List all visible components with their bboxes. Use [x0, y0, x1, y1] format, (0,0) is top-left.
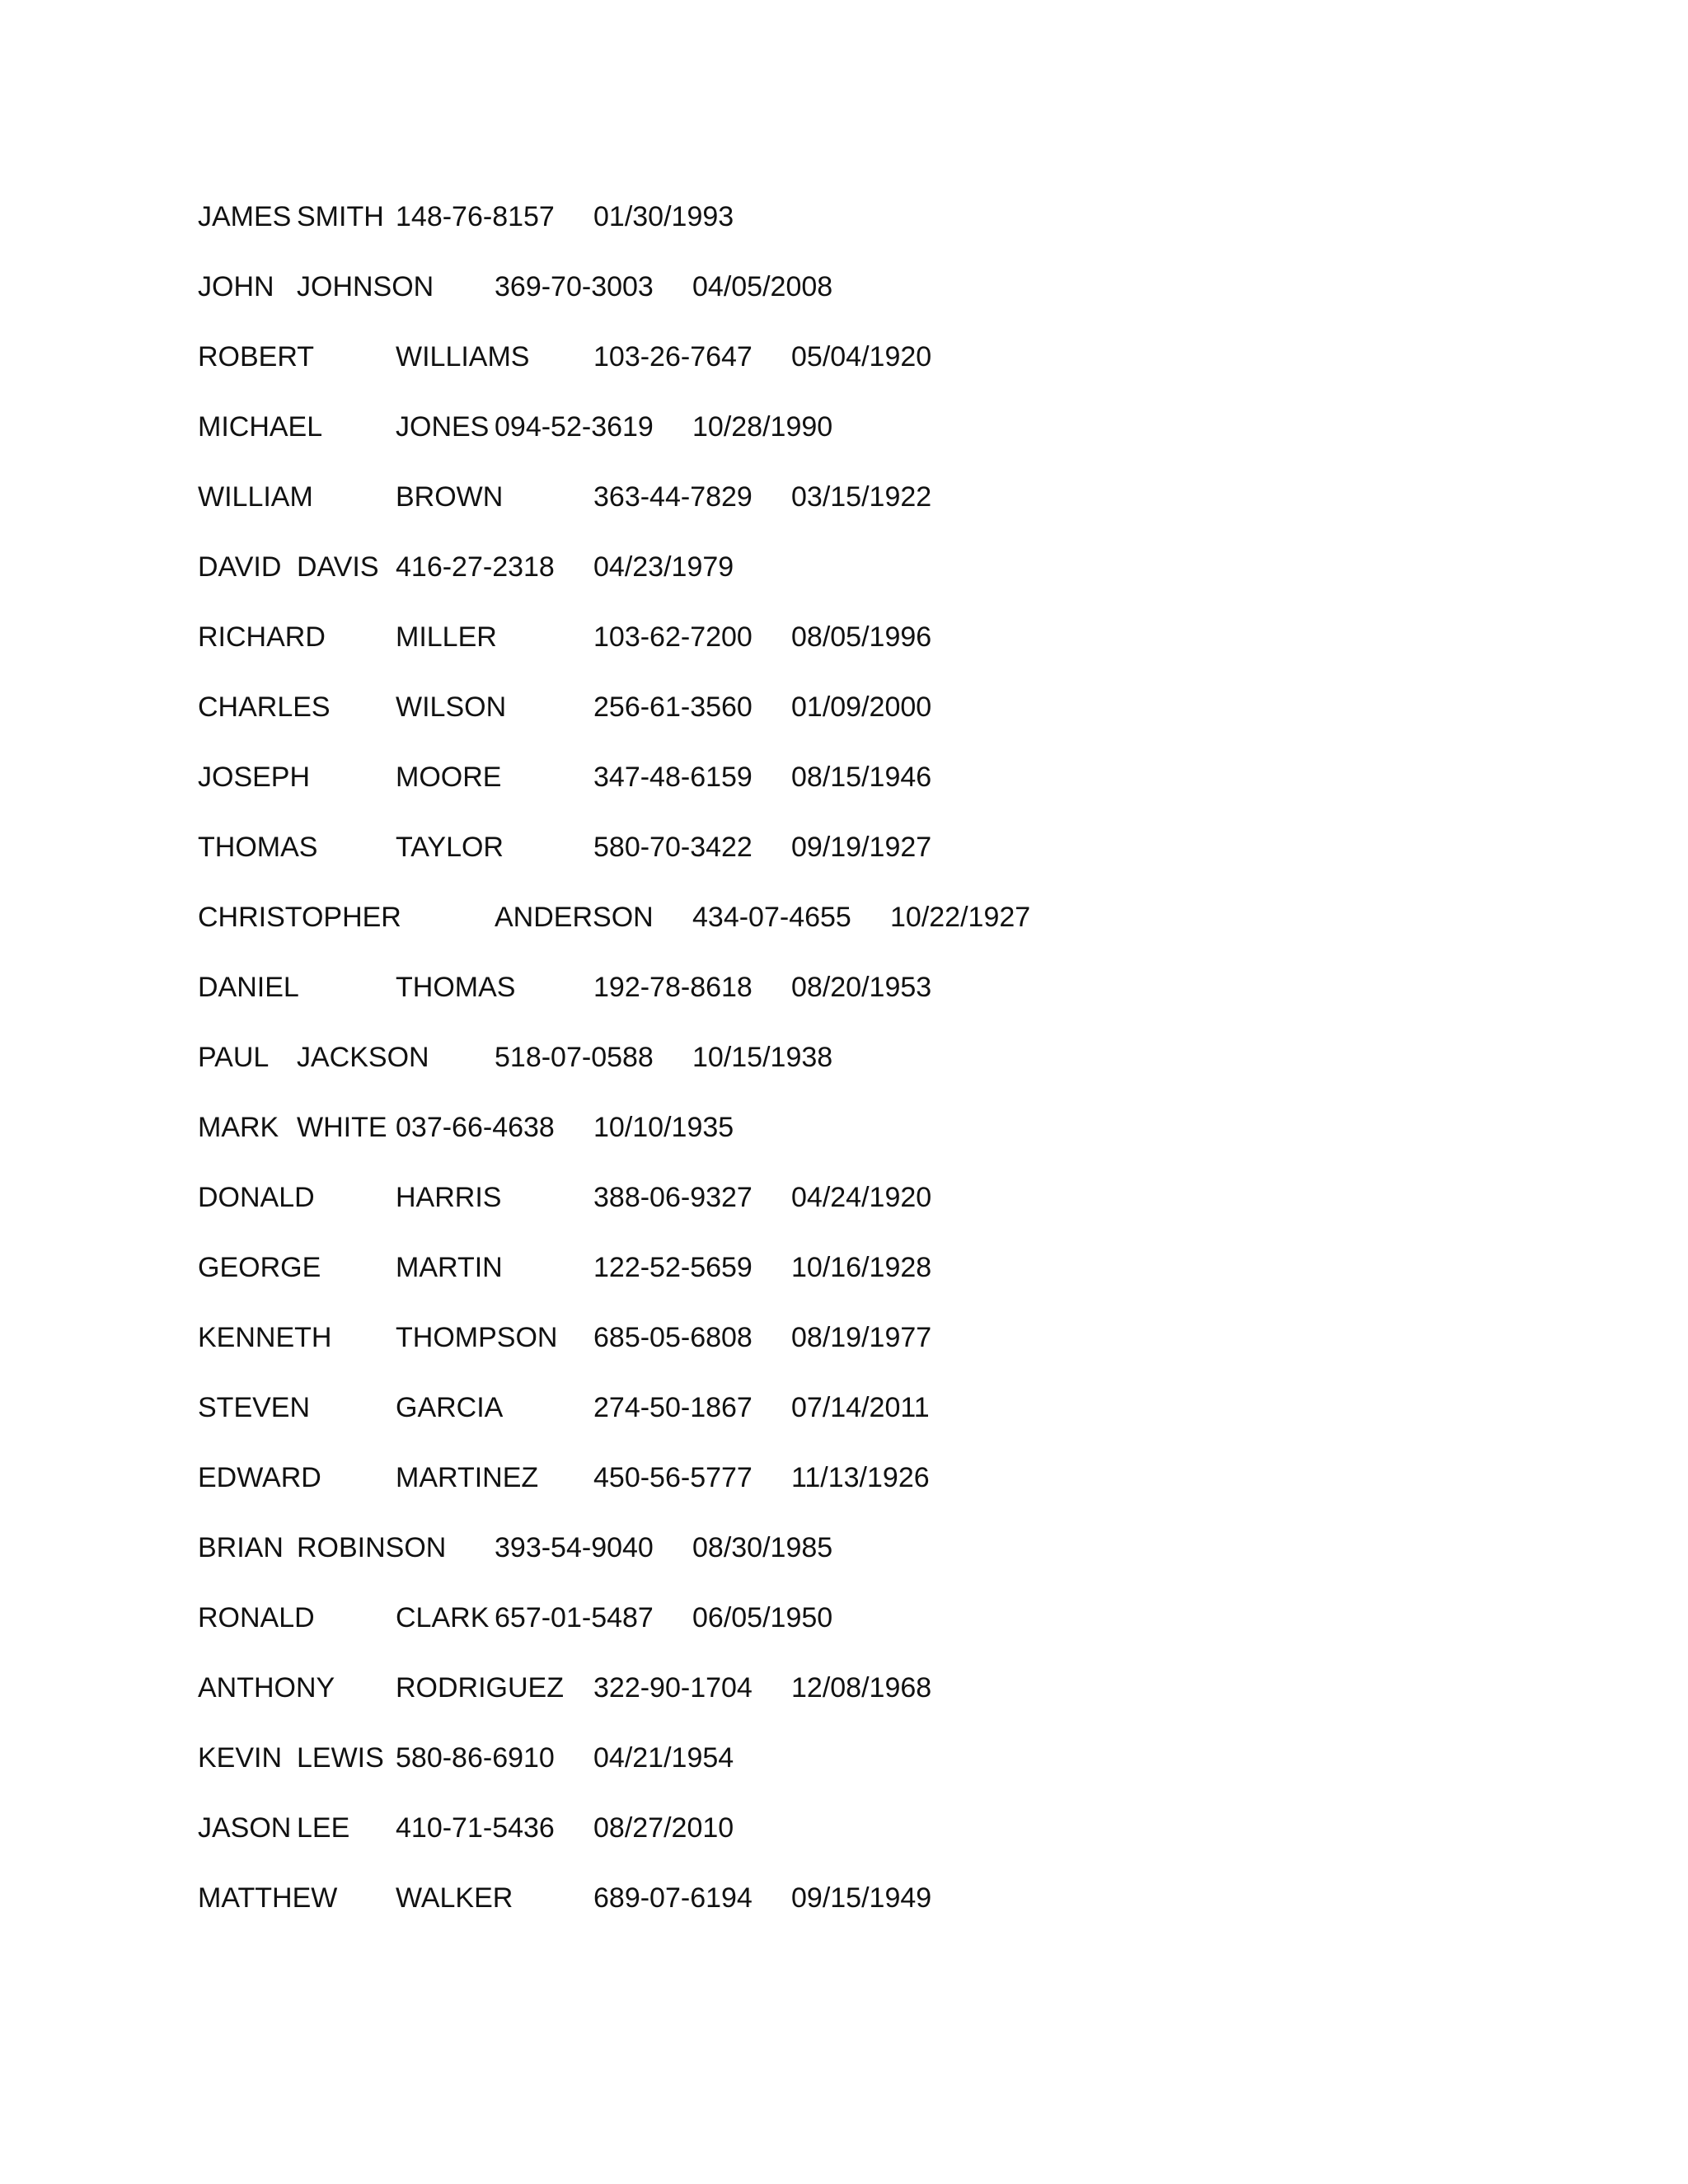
ssn: 103-26-7647 — [593, 341, 753, 373]
record-row — [198, 480, 1352, 551]
birth-date: 10/22/1927 — [890, 902, 1031, 933]
first-name: JOSEPH — [198, 762, 311, 793]
ssn: 094-52-3619 — [495, 411, 654, 443]
first-name: ROBERT — [198, 341, 315, 373]
last-name: WILLIAMS — [396, 341, 530, 373]
last-name: MARTIN — [396, 1252, 503, 1283]
ssn: 657-01-5487 — [495, 1602, 654, 1633]
ssn: 410-71-5436 — [396, 1812, 555, 1844]
birth-date: 10/10/1935 — [593, 1112, 734, 1143]
last-name: MARTINEZ — [396, 1462, 539, 1493]
ssn: 347-48-6159 — [593, 762, 753, 793]
first-name: CHRISTOPHER — [198, 902, 401, 933]
record-row — [198, 1391, 1352, 1461]
first-name: BRIAN — [198, 1532, 284, 1563]
record-row — [198, 1811, 1352, 1882]
ssn: 388-06-9327 — [593, 1182, 753, 1213]
ssn: 689-07-6194 — [593, 1882, 753, 1914]
birth-date: 10/28/1990 — [692, 411, 833, 443]
last-name: MILLER — [396, 621, 497, 653]
ssn: 518-07-0588 — [495, 1042, 654, 1073]
birth-date: 07/14/2011 — [791, 1392, 930, 1423]
last-name: DAVIS — [297, 551, 379, 583]
record-row — [198, 1041, 1352, 1111]
first-name: KENNETH — [198, 1322, 332, 1353]
ssn: 369-70-3003 — [495, 271, 654, 302]
record-row — [198, 200, 1352, 270]
ssn: 192-78-8618 — [593, 972, 753, 1003]
birth-date: 08/27/2010 — [593, 1812, 734, 1844]
first-name: KEVIN — [198, 1742, 283, 1774]
first-name: CHARLES — [198, 691, 331, 723]
birth-date: 04/23/1979 — [593, 551, 734, 583]
first-name: JOHN — [198, 271, 274, 302]
first-name: DANIEL — [198, 972, 299, 1003]
birth-date: 04/05/2008 — [692, 271, 833, 302]
ssn: 580-86-6910 — [396, 1742, 555, 1774]
record-row — [198, 1111, 1352, 1181]
birth-date: 06/05/1950 — [692, 1602, 833, 1633]
birth-date: 09/15/1949 — [791, 1882, 932, 1914]
record-row — [198, 971, 1352, 1041]
first-name: MATTHEW — [198, 1882, 338, 1914]
birth-date: 12/08/1968 — [791, 1672, 932, 1704]
birth-date: 11/13/1926 — [791, 1462, 930, 1493]
record-row — [198, 410, 1352, 480]
last-name: CLARK — [396, 1602, 490, 1633]
record-row — [198, 901, 1352, 971]
ssn: 450-56-5777 — [593, 1462, 753, 1493]
birth-date: 08/05/1996 — [791, 621, 932, 653]
last-name: LEE — [297, 1812, 350, 1844]
ssn: 256-61-3560 — [593, 691, 753, 723]
first-name: PAUL — [198, 1042, 270, 1073]
ssn: 148-76-8157 — [396, 201, 555, 232]
first-name: GEORGE — [198, 1252, 321, 1283]
last-name: JACKSON — [297, 1042, 429, 1073]
last-name: MOORE — [396, 762, 502, 793]
last-name: WILSON — [396, 691, 507, 723]
ssn: 393-54-9040 — [495, 1532, 654, 1563]
record-row — [198, 691, 1352, 761]
last-name: THOMPSON — [396, 1322, 558, 1353]
record-row — [198, 1321, 1352, 1391]
ssn: 434-07-4655 — [692, 902, 851, 933]
first-name: THOMAS — [198, 832, 318, 863]
record-row — [198, 270, 1352, 340]
birth-date: 04/21/1954 — [593, 1742, 734, 1774]
last-name: LEWIS — [297, 1742, 384, 1774]
birth-date: 01/30/1993 — [593, 201, 734, 232]
record-row — [198, 340, 1352, 410]
birth-date: 08/30/1985 — [692, 1532, 833, 1563]
record-row — [198, 1741, 1352, 1811]
birth-date: 10/16/1928 — [791, 1252, 932, 1283]
record-row — [198, 1882, 1352, 1952]
last-name: ANDERSON — [495, 902, 654, 933]
last-name: TAYLOR — [396, 832, 504, 863]
first-name: STEVEN — [198, 1392, 311, 1423]
birth-date: 10/15/1938 — [692, 1042, 833, 1073]
ssn: 580-70-3422 — [593, 832, 753, 863]
last-name: GARCIA — [396, 1392, 504, 1423]
first-name: JAMES — [198, 201, 292, 232]
ssn: 363-44-7829 — [593, 481, 753, 513]
birth-date: 05/04/1920 — [791, 341, 932, 373]
last-name: HARRIS — [396, 1182, 502, 1213]
ssn: 685-05-6808 — [593, 1322, 753, 1353]
record-row — [198, 1251, 1352, 1321]
birth-date: 09/19/1927 — [791, 832, 932, 863]
ssn: 274-50-1867 — [593, 1392, 753, 1423]
birth-date: 08/19/1977 — [791, 1322, 932, 1353]
birth-date: 08/20/1953 — [791, 972, 932, 1003]
last-name: RODRIGUEZ — [396, 1672, 564, 1704]
first-name: JASON — [198, 1812, 292, 1844]
last-name: ROBINSON — [297, 1532, 447, 1563]
first-name: WILLIAM — [198, 481, 313, 513]
record-row — [198, 831, 1352, 901]
first-name: RICHARD — [198, 621, 326, 653]
first-name: DAVID — [198, 551, 282, 583]
ssn: 122-52-5659 — [593, 1252, 753, 1283]
last-name: WALKER — [396, 1882, 513, 1914]
record-row — [198, 761, 1352, 831]
record-row — [198, 1531, 1352, 1601]
ssn: 037-66-4638 — [396, 1112, 555, 1143]
record-row — [198, 551, 1352, 621]
last-name: WHITE — [297, 1112, 387, 1143]
record-row — [198, 1181, 1352, 1251]
last-name: JONES — [396, 411, 490, 443]
ssn: 322-90-1704 — [593, 1672, 753, 1704]
birth-date: 03/15/1922 — [791, 481, 932, 513]
record-row — [198, 1461, 1352, 1531]
first-name: RONALD — [198, 1602, 315, 1633]
first-name: ANTHONY — [198, 1672, 335, 1704]
records-list — [198, 200, 1352, 1952]
ssn: 416-27-2318 — [396, 551, 555, 583]
birth-date: 08/15/1946 — [791, 762, 932, 793]
first-name: MARK — [198, 1112, 279, 1143]
first-name: EDWARD — [198, 1462, 321, 1493]
record-row — [198, 1671, 1352, 1741]
birth-date: 01/09/2000 — [791, 691, 932, 723]
first-name: MICHAEL — [198, 411, 323, 443]
first-name: DONALD — [198, 1182, 315, 1213]
last-name: SMITH — [297, 201, 384, 232]
record-row — [198, 1601, 1352, 1671]
last-name: JOHNSON — [297, 271, 434, 302]
ssn: 103-62-7200 — [593, 621, 753, 653]
record-row — [198, 621, 1352, 691]
last-name: THOMAS — [396, 972, 516, 1003]
birth-date: 04/24/1920 — [791, 1182, 932, 1213]
last-name: BROWN — [396, 481, 504, 513]
